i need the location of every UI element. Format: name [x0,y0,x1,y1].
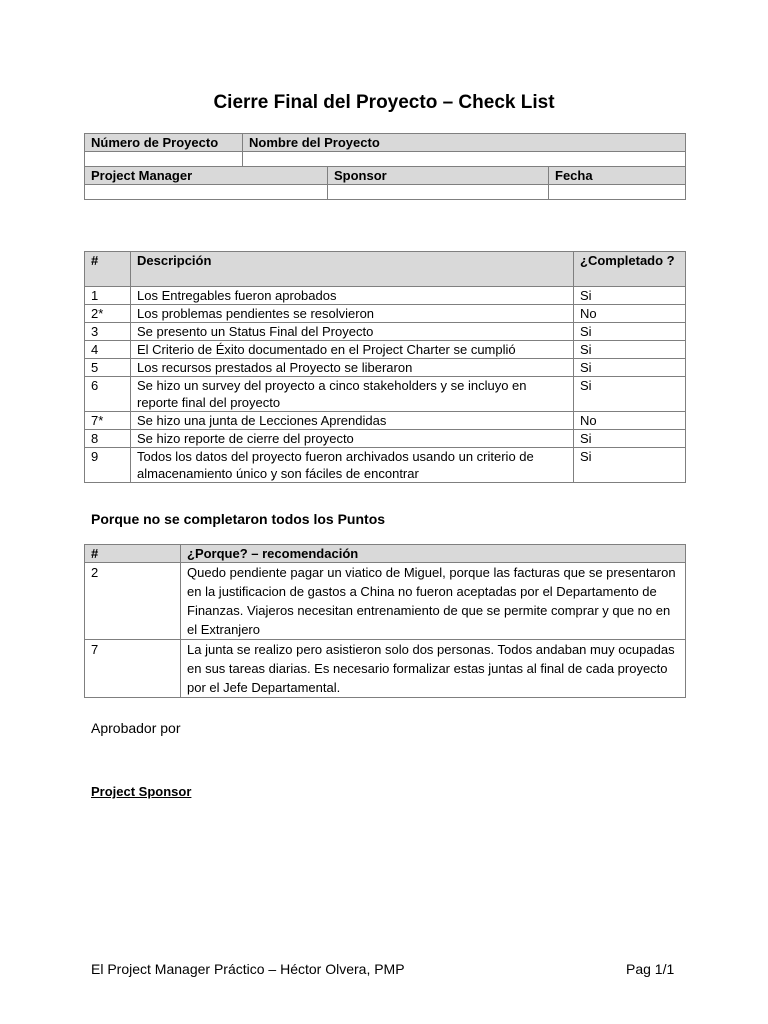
reason-text: Quedo pendiente pagar un viatico de Miguel, porque las facturas que se presentaron en la justificacion de gastos a China no fueron aceptadas por el Departamento de Finanzas. Viajeros necesitan entrenamiento de que se permite comprar y que no en el Extranjero [181,563,686,640]
row-number: 9 [85,448,131,483]
footer-page-number: Pag 1/1 [626,961,675,977]
checklist-row [85,430,686,448]
checklist-row [85,287,686,305]
header-project-manager: Project Manager [85,167,328,185]
row-description: El Criterio de Éxito documentado en el Project Charter se cumplió [131,341,574,359]
row-completed: No [574,305,686,323]
row-completed: No [574,412,686,430]
header-project-number: Número de Proyecto [85,134,243,152]
reasons-table [84,544,686,698]
row-description: Todos los datos del proyecto fueron archivados usando un criterio de almacenamiento único y son fáciles de encontrar [131,448,574,483]
row-number: 8 [85,430,131,448]
row-description: Se presento un Status Final del Proyecto [131,323,574,341]
document-title: Cierre Final del Proyecto – Check List [213,92,555,113]
checklist-row [85,341,686,359]
footer-author: El Project Manager Práctico – Héctor Olvera, PMP [91,961,405,977]
reason-row [85,563,686,640]
reason-number: 7 [85,640,181,698]
row-description: Se hizo reporte de cierre del proyecto [131,430,574,448]
row-description: Se hizo una junta de Lecciones Aprendidas [131,412,574,430]
checklist-row [85,377,686,412]
row-completed: Si [574,377,686,412]
reasons-header-reason: ¿Porque? – recomendación [181,545,686,563]
project-number-cell [85,152,243,167]
header-project-name: Nombre del Proyecto [243,134,686,152]
row-number: 3 [85,323,131,341]
reason-number: 2 [85,563,181,640]
project-manager-cell [85,185,328,200]
reason-text: La junta se realizo pero asistieron solo dos personas. Todos andaban muy ocupadas en sus tareas diarias. Es necesario formalizar estas juntas al final de cada proyecto por el Jefe Departamental. [181,640,686,698]
row-number: 7* [85,412,131,430]
row-completed: Si [574,287,686,305]
row-number: 1 [85,287,131,305]
row-number: 5 [85,359,131,377]
checklist-row [85,412,686,430]
approved-by-label: Aprobador por [91,720,181,736]
row-completed: Si [574,323,686,341]
row-completed: Si [574,341,686,359]
checklist-row [85,323,686,341]
row-number: 2* [85,305,131,323]
row-description: Los Entregables fueron aprobados [131,287,574,305]
checklist-header-number: # [85,252,131,287]
checklist-header-completed: ¿Completado ? [574,252,686,287]
row-number: 6 [85,377,131,412]
project-info-table [84,133,686,200]
checklist-row [85,448,686,483]
checklist-row [85,359,686,377]
row-description: Se hizo un survey del proyecto a cinco stakeholders y se incluyo en reporte final del proyecto [131,377,574,412]
row-completed: Si [574,430,686,448]
row-description: Los problemas pendientes se resolvieron [131,305,574,323]
reasons-header-number: # [85,545,181,563]
row-completed: Si [574,448,686,483]
checklist-header-description: Descripción [131,252,574,287]
project-name-cell [243,152,686,167]
row-completed: Si [574,359,686,377]
reason-row [85,640,686,698]
row-description: Los recursos prestados al Proyecto se liberaron [131,359,574,377]
checklist-table [84,251,686,483]
sponsor-cell [328,185,549,200]
row-number: 4 [85,341,131,359]
project-sponsor-signature: Project Sponsor [91,784,192,799]
reasons-heading: Porque no se completaron todos los Puntos [91,511,386,527]
header-date: Fecha [549,167,686,185]
checklist-row [85,305,686,323]
date-cell [549,185,686,200]
header-sponsor: Sponsor [328,167,549,185]
